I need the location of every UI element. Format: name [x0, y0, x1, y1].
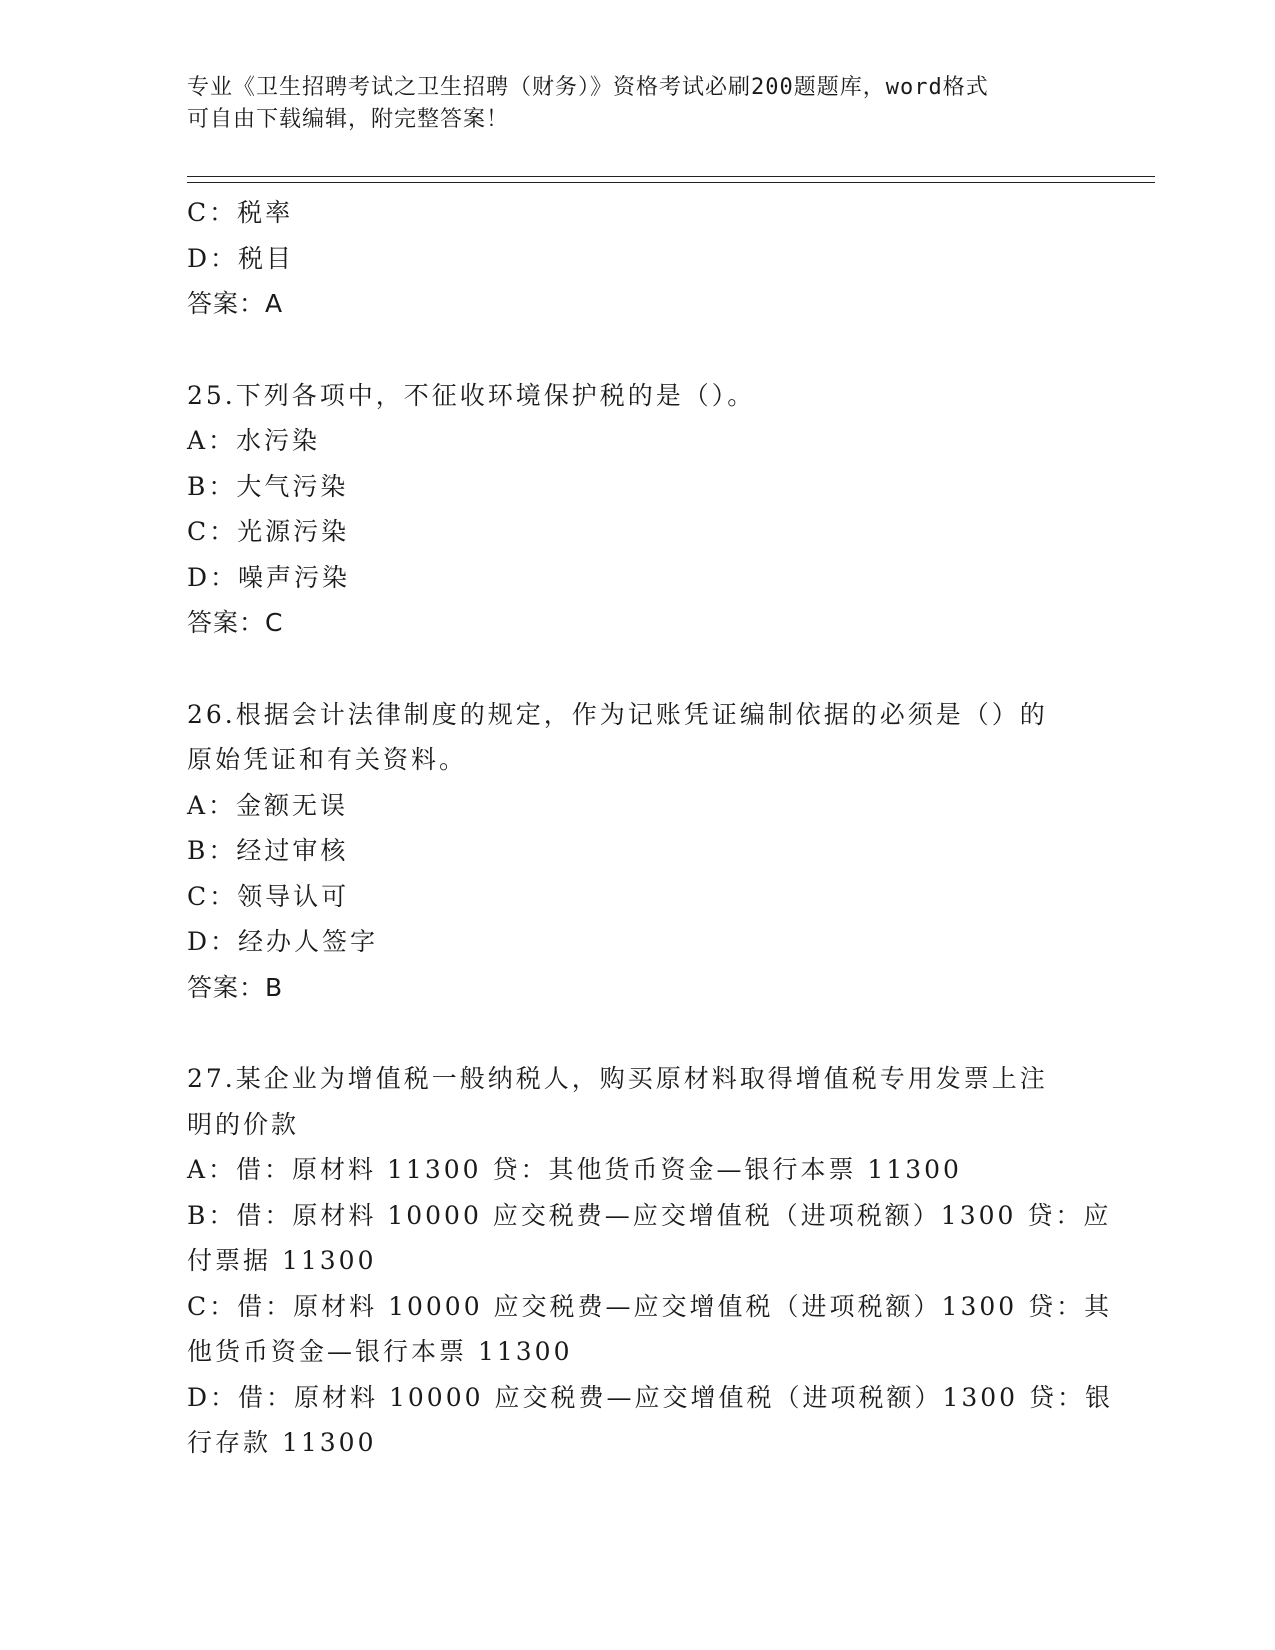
q24-option-d: D：税目: [187, 243, 295, 273]
header-title-line-2: 可自由下载编辑，附完整答案！: [187, 107, 510, 132]
q27-option-d: [187, 1375, 1114, 1466]
q26-stem-line-1: 26.根据会计法律制度的规定，作为记账凭证编制依据的必须是（）的: [187, 699, 1048, 729]
q25-option-d: D：噪声污染: [187, 562, 351, 592]
header-divider-bottom: [187, 182, 1155, 183]
q27-option-b: [187, 1193, 1112, 1284]
q27-option-b-line-1: B：借：原材料 10000 应交税费—应交增值税（进项税额）1300 贷：应: [187, 1200, 1112, 1230]
q27-option-c-line-1: C：借：原材料 10000 应交税费—应交增值税（进项税额）1300 贷：其: [187, 1291, 1113, 1321]
q26-answer: 答案：B: [187, 972, 284, 1002]
q27-stem-line-2: 明的价款: [187, 1109, 300, 1139]
q25-option-c: C：光源污染: [187, 517, 350, 546]
q27-option-d-line-1: D：借：原材料 10000 应交税费—应交增值税（进项税额）1300 贷：银: [187, 1382, 1114, 1412]
q25-option-b: B：大气污染: [187, 471, 349, 501]
header-divider-top: [187, 176, 1155, 177]
q27-option-d-line-2: 行存款 11300: [187, 1428, 377, 1457]
q27-option-c-line-2: 他货币资金—银行本票 11300: [187, 1337, 573, 1366]
q26-option-a: A：金额无误: [187, 790, 349, 820]
q27-stem: [187, 1056, 1087, 1147]
q26-option-b: B：经过审核: [187, 836, 349, 865]
q24-option-c: C：税率: [187, 198, 294, 227]
q26-option-c: C：领导认可: [187, 881, 350, 911]
q27-stem-line-1: 27.某企业为增值税一般纳税人，购买原材料取得增值税专用发票上注: [187, 1064, 1048, 1093]
q26-stem: [187, 692, 1087, 783]
q27-option-a: A：借：原材料 11300 贷：其他货币资金—银行本票 11300: [187, 1155, 962, 1184]
question-spacer: [187, 646, 1087, 692]
q24-answer: 答案：A: [187, 289, 284, 318]
q27-option-c: [187, 1284, 1113, 1375]
q25-answer: 答案：C: [187, 608, 284, 637]
document-header: [187, 72, 1067, 136]
q27-option-b-line-2: 付票据 11300: [187, 1246, 377, 1275]
question-content: [187, 190, 1114, 1466]
question-spacer: [187, 327, 1087, 373]
header-title-line-1: 专业《卫生招聘考试之卫生招聘（财务）》资格考试必刷200题题库，word格式: [187, 75, 989, 100]
q25-stem: 25.下列各项中，不征收环境保护税的是（）。: [187, 380, 756, 410]
q26-option-d: D：经办人签字: [187, 927, 379, 956]
q26-stem-line-2: 原始凭证和有关资料。: [187, 745, 468, 774]
question-spacer: [187, 1010, 1087, 1056]
q25-option-a: A：水污染: [187, 426, 321, 455]
